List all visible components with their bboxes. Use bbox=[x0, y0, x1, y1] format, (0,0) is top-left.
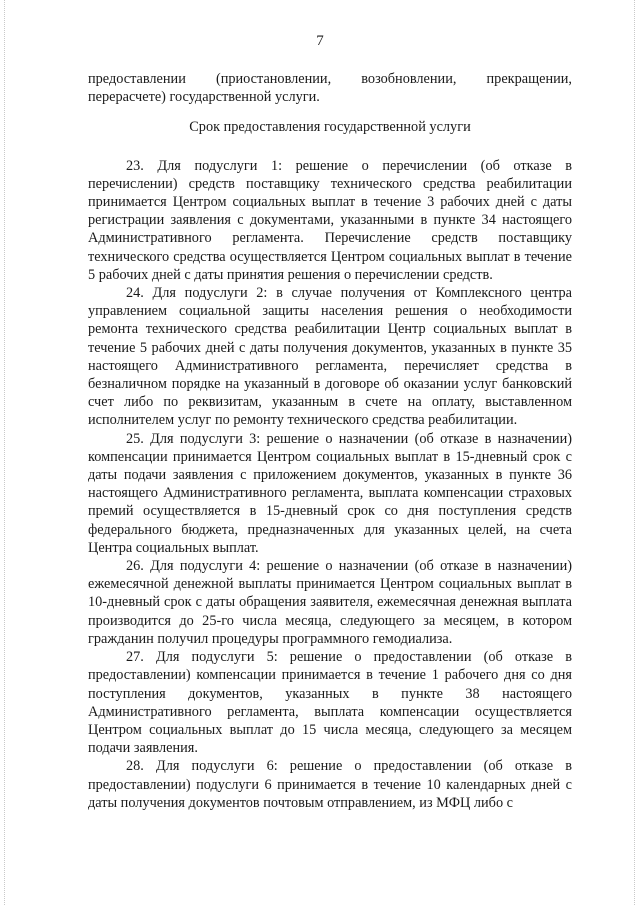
section-heading: Срок предоставления государственной услуги bbox=[189, 119, 471, 136]
paragraph-27: 27. Для подуслуги 5: решение о предоставлении (об отказе в предоставлении) компенсации принимается в течение 1 рабочего дня со дня поступления документов, указанных в пункте 38 настоящего Административного регламента, выплата компенсации осуществляется Центром социальных выплат до 15 числа месяца, следующего за месяцем подачи заявления. bbox=[88, 649, 572, 757]
right-scan-edge bbox=[634, 0, 636, 905]
paragraph-24: 24. Для подуслуги 2: в случае получения от Комплексного центра управлением социальной защиты населения решения о необходимости ремонта технического средства реабилитации Центр социальных выплат в течение 5 рабочих дней с даты получения документов, указанных в пункте 35 настоящего Административного регламента, перечисляет средства в безналичном порядке на указанный в договоре об оказании услуг банковский счет либо по реквизитам, указанным в счете на оплату, выставленном исполнителем услуг по ремонту технического средства реабилитации. bbox=[88, 285, 572, 429]
document-body bbox=[88, 70, 572, 812]
left-scan-edge bbox=[4, 0, 6, 905]
paragraph-23: 23. Для подуслуги 1: решение о перечислении (об отказе в перечислении) средств поставщику технического средства реабилитации принимается Центром социальных выплат в течение 3 рабочих дней с даты регистрации заявления с документами, указанными в пункте 34 настоящего Административного регламента. Перечисление средств поставщику технического средства осуществляется Центром социальных выплат в течение 5 рабочих дней с даты принятия решения о перечислении средств. bbox=[88, 157, 572, 283]
paragraph-26: 26. Для подуслуги 4: решение о назначении (об отказе в назначении) ежемесячной денежной выплаты принимается Центром социальных выплат в 10-дневный срок с даты обращения заявителя, ежемесячная денежная выплата производится до 25-го числа месяца, следующего за месяцем, в котором гражданин получил процедуры программного гемодиализа. bbox=[88, 558, 572, 647]
page-number: 7 bbox=[316, 33, 324, 49]
paragraph-28: 28. Для подуслуги 6: решение о предоставлении (об отказе в предоставлении) подуслуги 6 принимается в течение 10 календарных дней с даты получения документов почтовым отправлением, из МФЦ либо с bbox=[88, 758, 572, 811]
paragraph-25: 25. Для подуслуги 3: решение о назначении (об отказе в назначении) компенсации принимается Центром социальных выплат в 15-дневный срок с даты подачи заявления с приложением документов, указанных в пункте 36 настоящего Административного регламента, выплата компенсации страховых премий осуществляется в 15-дневный срок со дня поступления средств федерального бюджета, предназначенных для указанных целей, на счета Центра социальных выплат. bbox=[88, 430, 572, 556]
intro-paragraph: предоставлении (приостановлении, возобновлении, прекращении, перерасчете) государственной услуги. bbox=[88, 71, 572, 106]
